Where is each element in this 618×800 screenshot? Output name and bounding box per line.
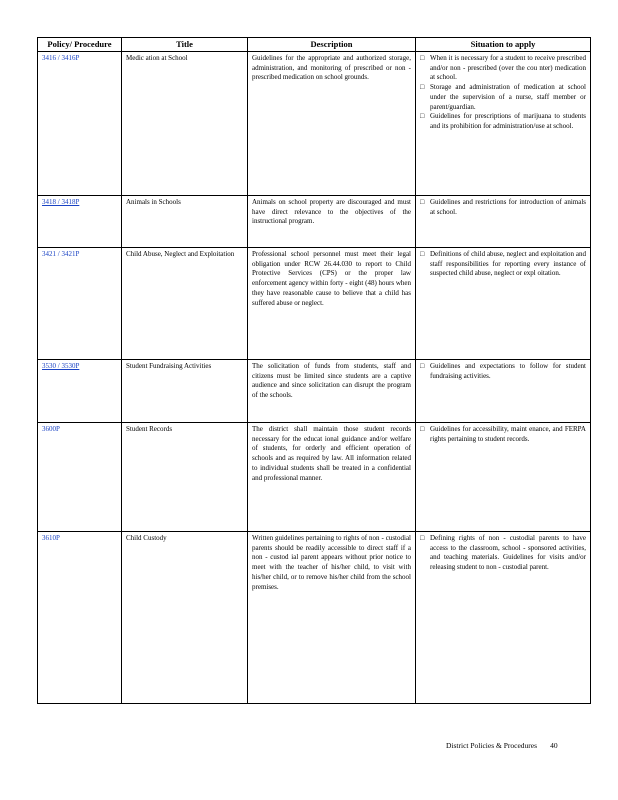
situation-item: □ Storage and administration of medication at school under the supervision of a nurse, staff member or parent/guardian. (420, 83, 586, 112)
page-footer (446, 741, 558, 750)
policy-description: Written guidelines pertaining to rights of non - custodial parents should be readily accessible to direct staff if a non - custod ial parent appears without prior notice to meet with the teacher of his/her child, to visit with his/her child, or to remove his/her child from the school premises. (248, 532, 416, 704)
policy-link[interactable]: 3600P (42, 425, 60, 433)
situation-item: □ Guidelines for prescriptions of marijuana to students and its prohibition for administration/use at school. (420, 112, 586, 131)
header-situation: Situation to apply (416, 38, 591, 52)
policy-link[interactable]: 3416 / 3416P (42, 54, 80, 62)
situation-item: □ Defining rights of non - custodial parents to have access to the classroom, school - sponsored activities, and teaching materials. Guidelines for visits and/or releasing student to non - custodial parent. (420, 534, 586, 573)
situation-item: □ Definitions of child abuse, neglect and exploitation and staff responsibilities for reporting every instance of suspected child abuse, neglect or expl oitation. (420, 250, 586, 279)
policy-title: Student Records (122, 423, 248, 532)
header-policy: Policy/ Procedure (38, 38, 122, 52)
situation-cell (416, 360, 591, 423)
policy-title: Child Custody (122, 532, 248, 704)
policy-description: The solicitation of funds from students, staff and citizens must be limited since students are a captive audience and since solicitation can disrupt the program of the schools. (248, 360, 416, 423)
table-row (38, 196, 591, 248)
policy-link[interactable]: 3421 / 3421P (42, 250, 80, 258)
situation-cell (416, 248, 591, 360)
situation-item: □ Guidelines for accessibility, maint enance, and FERPA rights pertaining to student records. (420, 425, 586, 444)
situation-cell (416, 532, 591, 704)
header-description: Description (248, 38, 416, 52)
policy-link[interactable]: 3418 / 3418P (42, 198, 80, 206)
table-row (38, 360, 591, 423)
situation-cell (416, 423, 591, 532)
table-row (38, 248, 591, 360)
policy-description: The district shall maintain those student records necessary for the educat ional guidance and/or welfare of students, for orderly and efficient operation of schools and as required by law. All information related to individual students shall be treated in a confidential and professional manner. (248, 423, 416, 532)
policy-description: Animals on school property are discouraged and must have direct relevance to the objectives of the instructional program. (248, 196, 416, 248)
policy-title: Student Fundraising Activities (122, 360, 248, 423)
footer-label: District Policies & Procedures (446, 741, 538, 750)
page-number: 40 (550, 741, 558, 750)
situation-cell (416, 196, 591, 248)
policy-link[interactable]: 3610P (42, 534, 60, 542)
policy-title: Medic ation at School (122, 52, 248, 196)
policy-title: Animals in Schools (122, 196, 248, 248)
table-row (38, 423, 591, 532)
situation-item: □ Guidelines and restrictions for introduction of animals at school. (420, 198, 586, 217)
table-header-row (38, 38, 591, 52)
situation-item: □ When it is necessary for a student to receive prescribed and/or non - prescribed (over the cou nter) medication at school. (420, 54, 586, 83)
situation-cell (416, 52, 591, 196)
policy-description: Professional school personnel must meet their legal obligation under RCW 26.44.030 to report to Child Protective Services (CPS) or the proper law enforcement agency within forty - eight (48) hours when they have reasonable cause to believe that a child has suffered abuse or neglect. (248, 248, 416, 360)
policy-description: Guidelines for the appropriate and authorized storage, administration, and monitoring of prescribed or non - prescribed medication on school grounds. (248, 52, 416, 196)
policy-title: Child Abuse, Neglect and Exploitation (122, 248, 248, 360)
header-title: Title (122, 38, 248, 52)
situation-item: □ Guidelines and expectations to follow for student fundraising activities. (420, 362, 586, 381)
policy-table (37, 37, 591, 704)
policy-link[interactable]: 3530 / 3530P (42, 362, 80, 370)
table-row (38, 532, 591, 704)
table-row (38, 52, 591, 196)
